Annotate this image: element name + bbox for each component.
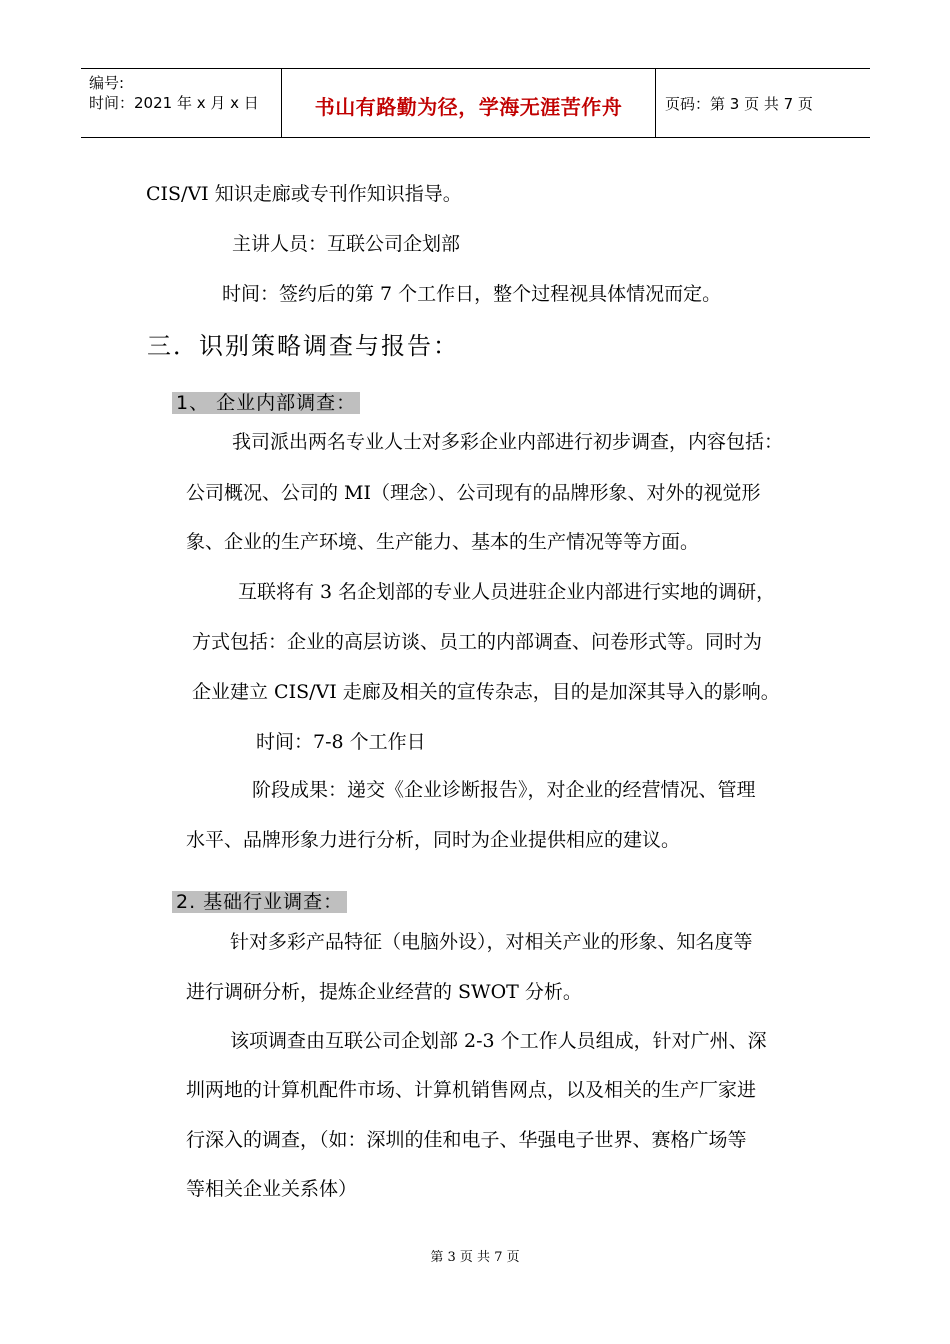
paragraph-line: 公司概况、公司的 MI（理念）、公司现有的品牌形象、对外的视觉形 <box>186 482 761 504</box>
body-line: 时间：签约后的第 7 个工作日，整个过程视具体情况而定。 <box>222 283 722 305</box>
subsection-title: 2. 基础行业调查： <box>172 891 347 913</box>
body-line: 主讲人员：互联公司企划部 <box>232 233 461 255</box>
section-heading: 三．识别策略调查与报告： <box>147 332 459 360</box>
document-date: 时间：2021 年 x 月 x 日 <box>89 94 259 112</box>
paragraph-line: 针对多彩产品特征（电脑外设），对相关产业的形象、知名度等 <box>230 931 753 953</box>
header-page-info: 页码：第 3 页 共 7 页 <box>665 95 813 113</box>
paragraph-line: 象、企业的生产环境、生产能力、基本的生产情况等等方面。 <box>186 531 700 553</box>
paragraph-line: 该项调查由互联公司企划部 2-3 个工作人员组成，针对广州、深 <box>230 1030 767 1052</box>
paragraph-line: 等相关企业关系体） <box>186 1178 358 1200</box>
paragraph-line: 时间：7-8 个工作日 <box>256 731 426 753</box>
paragraph-line: 阶段成果：递交《企业诊断报告》，对企业的经营情况、管理 <box>252 779 756 801</box>
paragraph-line: 水平、品牌形象力进行分析，同时为企业提供相应的建议。 <box>186 829 681 851</box>
header-divider <box>655 69 656 137</box>
paragraph-line: 方式包括：企业的高层访谈、员工的内部调查、问卷形式等。同时为 <box>192 631 763 653</box>
header-motto: 书山有路勤为径，学海无涯苦作舟 <box>314 95 623 119</box>
paragraph-line: 进行调研分析，提炼企业经营的 SWOT 分析。 <box>186 981 582 1003</box>
header-meta <box>89 73 259 113</box>
subsection-title: 1、 企业内部调查： <box>172 392 360 414</box>
paragraph-line: 圳两地的计算机配件市场、计算机销售网点，以及相关的生产厂家进 <box>186 1079 757 1101</box>
page-header <box>81 68 870 138</box>
paragraph-line: 企业建立 CIS/VI 走廊及相关的宣传杂志，目的是加深其导入的影响。 <box>192 681 780 703</box>
page-footer: 第 3 页 共 7 页 <box>430 1250 520 1265</box>
paragraph-line: 互联将有 3 名企划部的专业人员进驻企业内部进行实地的调研， <box>238 581 776 603</box>
paragraph-line: 我司派出两名专业人士对多彩企业内部进行初步调查，内容包括： <box>232 431 784 453</box>
document-number-label: 编号: <box>89 74 125 92</box>
paragraph-line: 行深入的调查，（如：深圳的佳和电子、华强电子世界、赛格广场等 <box>186 1129 747 1151</box>
body-line: CIS/VI 知识走廊或专刊作知识指导。 <box>146 183 462 205</box>
